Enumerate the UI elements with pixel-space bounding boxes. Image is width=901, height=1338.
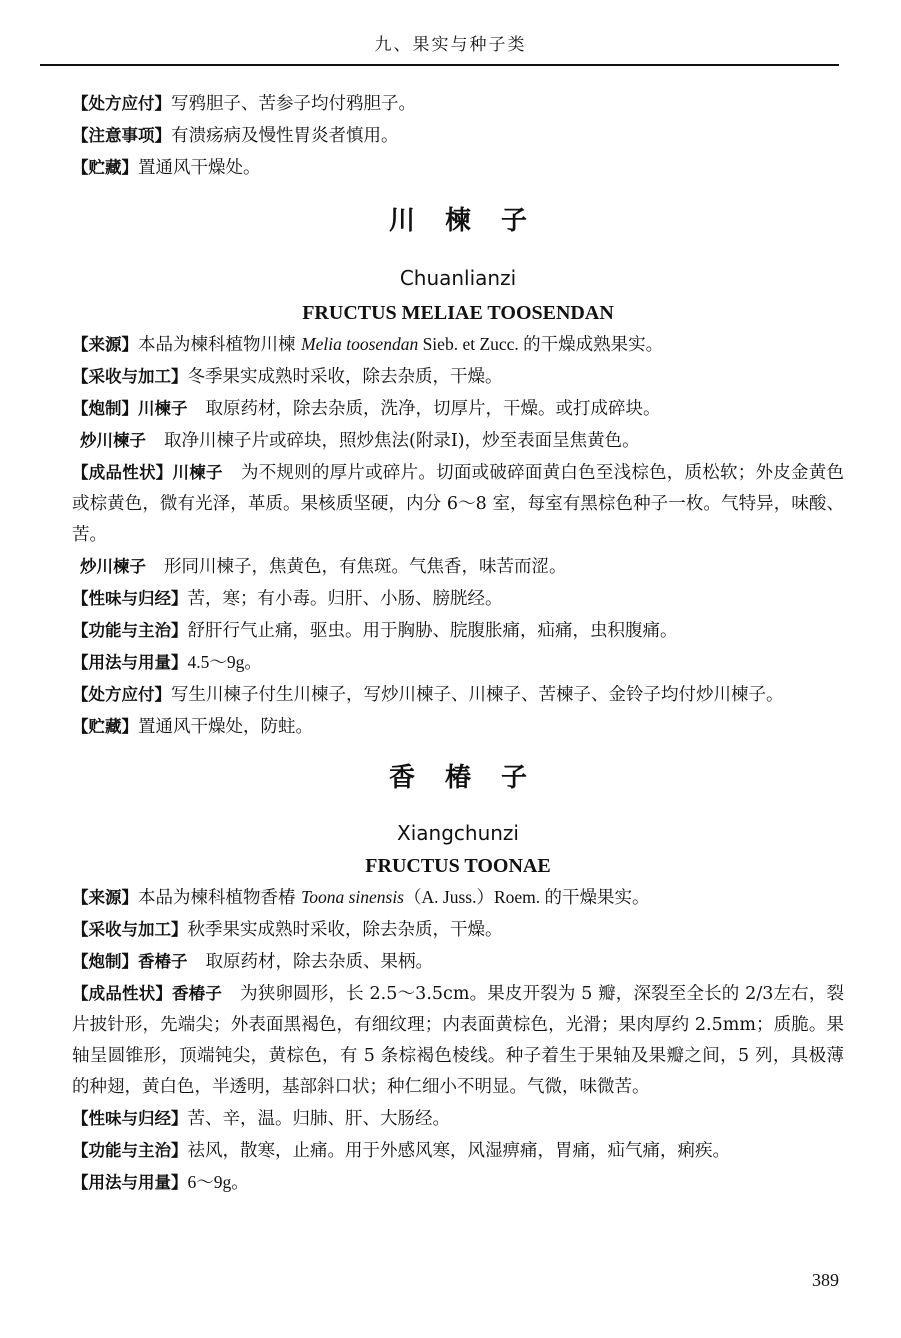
section-label: 【采收与加工】 xyxy=(72,920,188,939)
section-label: 【处方应付】 xyxy=(72,94,171,113)
page-number: 389 xyxy=(812,1270,839,1290)
section-label: 【贮藏】 xyxy=(72,158,138,177)
processing-paragraph xyxy=(72,393,844,425)
section-label: 【炮制】 xyxy=(72,399,138,418)
section-text: 苦，寒；有小毒。归肝、小肠、膀胱经。 xyxy=(187,589,503,609)
section-text: 写生川楝子付生川楝子，写炒川楝子、川楝子、苦楝子、金铃子均付炒川楝子。 xyxy=(171,685,784,705)
item-name: 香椿子 xyxy=(171,984,222,1003)
characteristics-paragraph xyxy=(72,978,844,1103)
section-label: 【采收与加工】 xyxy=(72,367,188,386)
section-text: 取原药材，除去杂质、果柄。 xyxy=(205,952,433,972)
harvest-paragraph xyxy=(72,361,844,393)
source-paragraph xyxy=(72,882,844,914)
item-name: 炒川楝子 xyxy=(80,557,146,576)
item-name: 香椿子 xyxy=(138,952,188,971)
section-text: 为狭卵圆形，长 2.5～3.5cm。果皮开裂为 5 瓣，深裂至全长的 2/3左右，裂片披针形，先端尖；外表面黑褐色，有细纹理；内表面黄棕色，光滑；果肉厚约 2.5mm；质脆。果轴呈圆锥形，顶端钝尖，黄棕色，有 5 条棕褐色棱线。种子着生于果轴及果瓣之间，5 列，具极薄的种翅，黄白色，半透明，基部斜口状；种仁细小不明显。气微，味微苦。 xyxy=(72,984,845,1097)
function-paragraph xyxy=(72,615,844,647)
section-label: 【注意事项】 xyxy=(72,126,171,145)
section-text: 置通风干燥处，防蛀。 xyxy=(138,717,313,737)
species-name: Toona sinensis xyxy=(301,887,404,907)
section-text: 舒肝行气止痛，驱虫。用于胸胁、脘腹胀痛，疝痛，虫积腹痛。 xyxy=(187,621,678,641)
section-text: 有溃疡病及慢性胃炎者慎用。 xyxy=(171,126,399,146)
taste-paragraph xyxy=(72,1103,844,1135)
species-author: （A. Juss.）Roem. xyxy=(404,887,545,907)
section-text: 冬季果实成熟时采收，除去杂质，干燥。 xyxy=(187,367,503,387)
section-text: 取原药材，除去杂质，洗净，切厚片，干燥。或打成碎块。 xyxy=(205,399,661,419)
dosage-paragraph xyxy=(72,1167,844,1199)
function-paragraph xyxy=(72,1135,844,1167)
section-label: 【功能与主治】 xyxy=(72,621,188,640)
processing-sub-paragraph xyxy=(72,425,844,457)
section-label: 【性味与归经】 xyxy=(72,1109,188,1128)
entry-latin-name: FRUCTUS TOONAE xyxy=(365,855,551,877)
entry-latin-name: FRUCTUS MELIAE TOOSENDAN xyxy=(302,302,614,324)
section-label: 【功能与主治】 xyxy=(72,1141,188,1160)
section-text: 秋季果实成熟时采收，除去杂质，干燥。 xyxy=(187,920,503,940)
species-author: Sieb. et Zucc. xyxy=(418,334,524,354)
section-text: 4.5～9g。 xyxy=(187,652,262,672)
section-label: 【成品性状】 xyxy=(72,984,172,1003)
caution-paragraph xyxy=(72,120,844,152)
source-paragraph xyxy=(72,329,844,361)
item-name: 炒川楝子 xyxy=(80,431,146,450)
harvest-paragraph xyxy=(72,914,844,946)
rx-paragraph xyxy=(72,88,844,120)
characteristics-sub-paragraph xyxy=(72,551,844,583)
storage-paragraph xyxy=(72,711,844,743)
section-text: 本品为楝科植物川楝 xyxy=(138,335,302,355)
section-label: 【用法与用量】 xyxy=(72,1173,188,1192)
section-label: 【处方应付】 xyxy=(72,685,171,704)
section-label: 【成品性状】 xyxy=(72,463,173,482)
section-text: 为不规则的厚片或碎片。切面或破碎面黄白色至浅棕色，质松软；外皮金黄色或棕黄色，微有光泽，革质。果核质坚硬，内分 6～8 室，每室有黑棕色种子一枚。气特异，味酸、苦。 xyxy=(72,463,845,545)
taste-paragraph xyxy=(72,583,844,615)
section-label: 【性味与归经】 xyxy=(72,589,188,608)
section-label: 【来源】 xyxy=(72,888,138,907)
species-name: Melia toosendan xyxy=(301,334,419,354)
section-text: 祛风，散寒，止痛。用于外感风寒，风湿痹痛，胃痛，疝气痛，痢疾。 xyxy=(187,1141,730,1161)
entry-title: 川楝子 xyxy=(388,206,557,236)
characteristics-paragraph xyxy=(72,457,844,551)
header-rule xyxy=(40,64,839,66)
running-header: 九、果实与种子类 xyxy=(374,35,527,55)
section-text: 的干燥果实。 xyxy=(544,888,650,908)
section-text: 本品为楝科植物香椿 xyxy=(138,888,302,908)
section-label: 【炮制】 xyxy=(72,952,138,971)
entry-title: 香椿子 xyxy=(388,763,557,793)
section-text: 苦、辛，温。归肺、肝、大肠经。 xyxy=(187,1109,450,1129)
processing-paragraph xyxy=(72,946,844,978)
section-label: 【贮藏】 xyxy=(72,717,138,736)
page-content xyxy=(72,88,844,1199)
entry-pinyin: Chuanlianzi xyxy=(399,266,517,290)
dosage-paragraph xyxy=(72,647,844,679)
storage-paragraph xyxy=(72,152,844,184)
rx-paragraph xyxy=(72,679,844,711)
section-text: 写鸦胆子、苦参子均付鸦胆子。 xyxy=(171,94,416,114)
section-text: 取净川楝子片或碎块，照炒焦法(附录Ⅰ)，炒至表面呈焦黄色。 xyxy=(164,431,640,451)
section-text: 置通风干燥处。 xyxy=(138,158,261,178)
section-label: 【用法与用量】 xyxy=(72,653,188,672)
section-label: 【来源】 xyxy=(72,335,138,354)
entry-pinyin: Xiangchunzi xyxy=(397,821,519,845)
section-text: 6～9g。 xyxy=(187,1172,249,1192)
item-name: 川楝子 xyxy=(138,399,188,418)
section-text: 形同川楝子，焦黄色，有焦斑。气焦香，味苦而涩。 xyxy=(164,557,567,577)
section-text: 的干燥成熟果实。 xyxy=(523,335,664,355)
item-name: 川楝子 xyxy=(172,463,223,482)
